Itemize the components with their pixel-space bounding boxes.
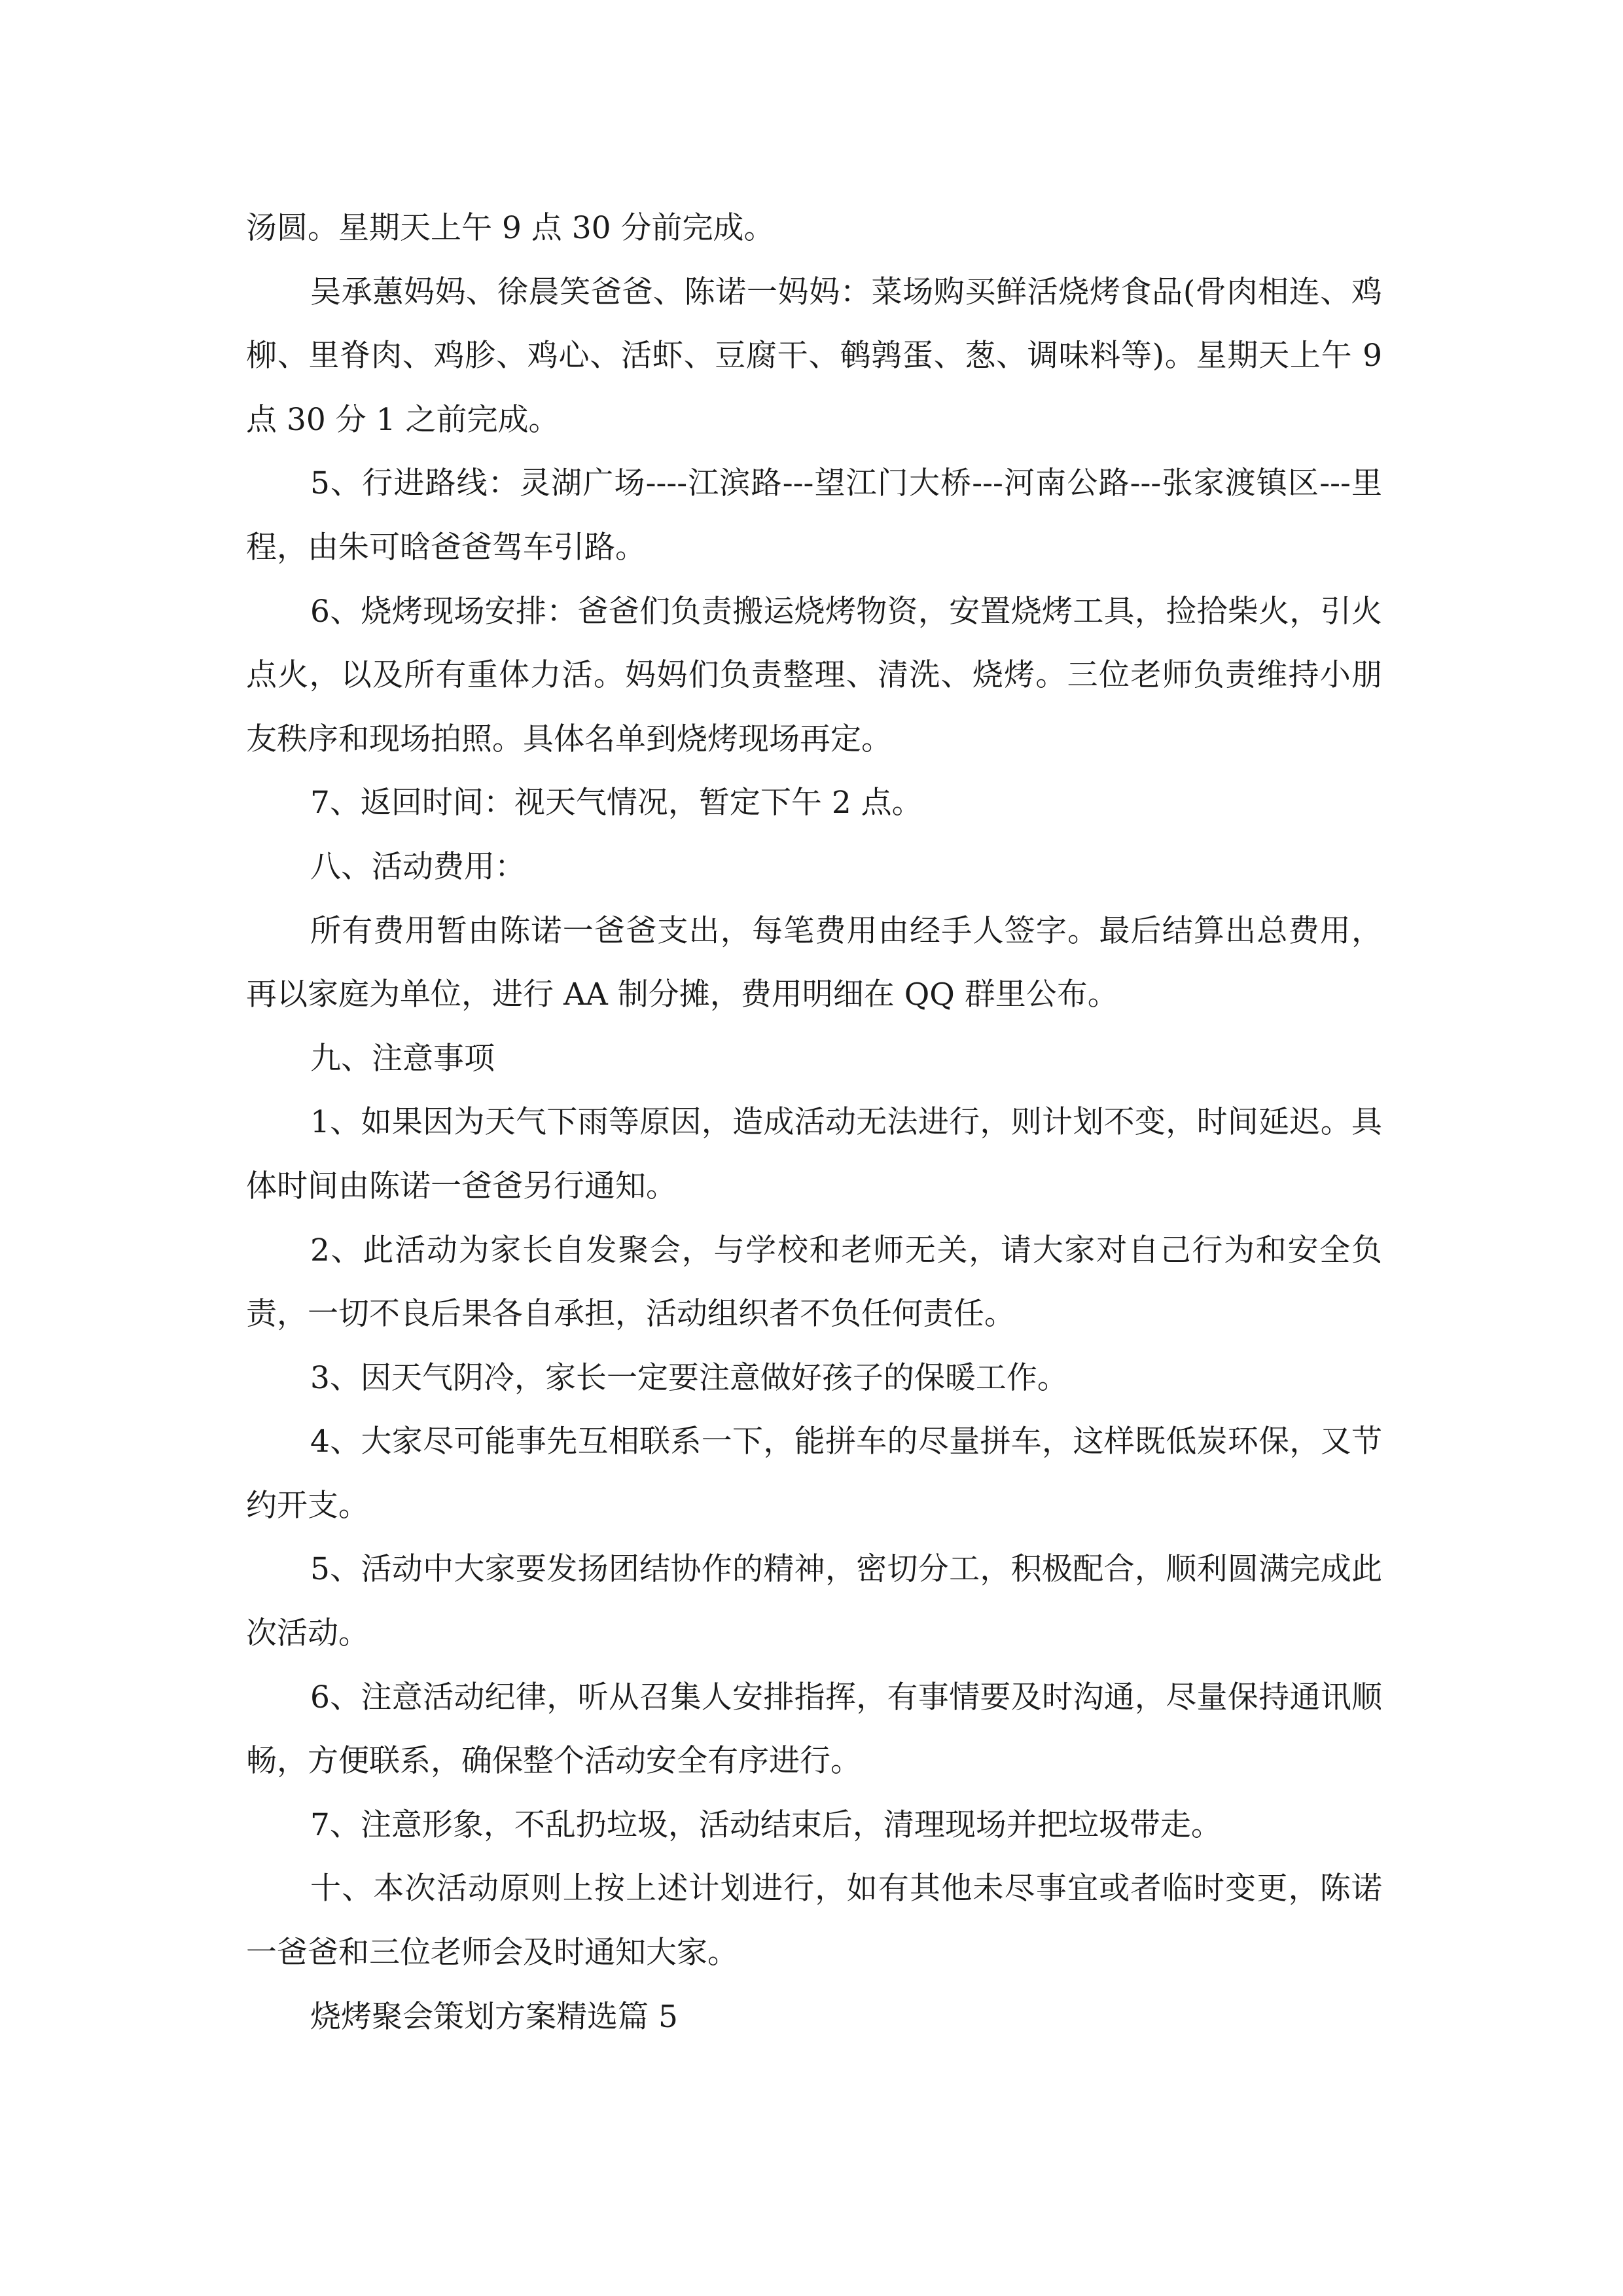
- paragraph-costs: 所有费用暂由陈诺一爸爸支出，每笔费用由经手人签字。最后结算出总费用，再以家庭为单位，进行 AA 制分摊，费用明细在 QQ 群里公布。: [246, 912, 1382, 1013]
- note-item-3: 3、因天气阴冷，家长一定要注意做好孩子的保暖工作。: [310, 1359, 1068, 1396]
- note-item-4: 4、大家尽可能事先互相联系一下，能拼车的尽量拼车，这样既低炭环保，又节约开支。: [246, 1424, 1382, 1524]
- document-body: [246, 196, 1382, 2049]
- note-item-7: 7、注意形象，不乱扔垃圾，活动结束后，清理现场并把垃圾带走。: [310, 1806, 1222, 1843]
- section-heading-notes: 九、注意事项: [310, 1040, 495, 1077]
- note-item-6: 6、注意活动纪律，听从召集人安排指挥，有事情要及时沟通，尽量保持通讯顺畅，方便联系，确保整个活动安全有序进行。: [246, 1679, 1382, 1780]
- next-article-title: 烧烤聚会策划方案精选篇 5: [310, 1998, 678, 2035]
- paragraph-continuation: 汤圆。星期天上午 9 点 30 分前完成。: [246, 210, 775, 246]
- paragraph-route: 5、行进路线：灵湖广场----江滨路---望江门大桥---河南公路---张家渡镇区---里程，由朱可晗爸爸驾车引路。: [246, 465, 1382, 565]
- paragraph-site-arrangement: 6、烧烤现场安排：爸爸们负责搬运烧烤物资，安置烧烤工具，捡拾柴火，引火点火，以及所有重体力活。妈妈们负责整理、清洗、烧烤。三位老师负责维持小朋友秩序和现场拍照。具体名单到烧烤现场再定。: [246, 593, 1382, 757]
- paragraph-return-time: 7、返回时间：视天气情况，暂定下午 2 点。: [310, 785, 923, 821]
- section-heading-costs: 八、活动费用：: [310, 848, 526, 885]
- note-item-5: 5、活动中大家要发扬团结协作的精神，密切分工，积极配合，顺利圆满完成此次活动。: [246, 1551, 1382, 1652]
- note-item-2: 2、此活动为家长自发聚会，与学校和老师无关，请大家对自己行为和安全负责，一切不良后果各自承担，活动组织者不负任何责任。: [246, 1232, 1382, 1333]
- paragraph-food-purchase: 吴承蕙妈妈、徐晨笑爸爸、陈诺一妈妈：菜场购买鲜活烧烤食品(骨肉相连、鸡柳、里脊肉、鸡胗、鸡心、活虾、豆腐干、鹌鹑蛋、葱、调味料等)。星期天上午 9 点 30 分 1 之前完成。: [246, 274, 1382, 438]
- note-item-1: 1、如果因为天气下雨等原因，造成活动无法进行，则计划不变，时间延迟。具体时间由陈诺一爸爸另行通知。: [246, 1104, 1382, 1204]
- section-ten-closing: 十、本次活动原则上按上述计划进行，如有其他未尽事宜或者临时变更，陈诺一爸爸和三位老师会及时通知大家。: [246, 1871, 1382, 1971]
